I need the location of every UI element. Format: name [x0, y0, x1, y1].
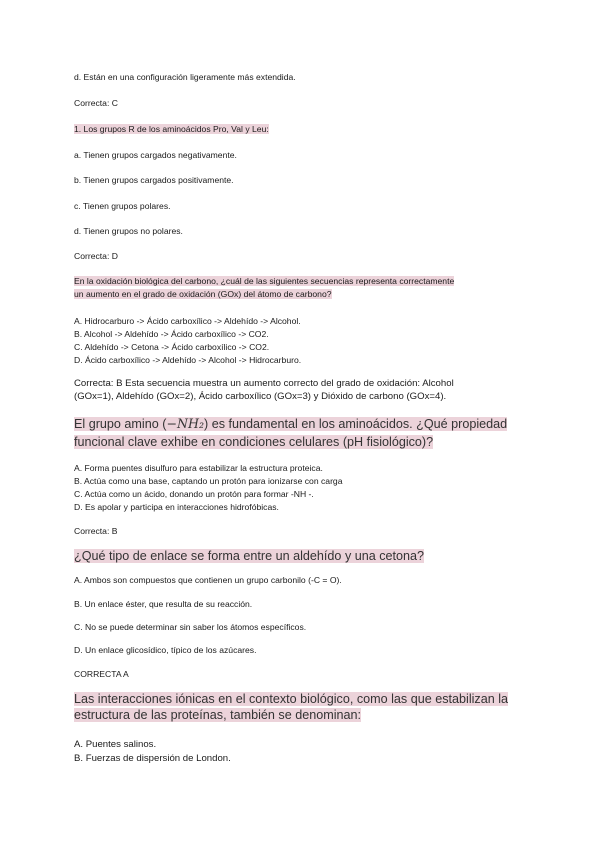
question-1-option-a: a. Tienen grupos cargados negativamente.: [74, 150, 237, 160]
question-5-line-2: estructura de las proteínas, también se denominan:: [74, 708, 362, 722]
question-4: ¿Qué tipo de enlace se forma entre un aldehído y una cetona?: [74, 549, 425, 563]
question-3-answer: Correcta: B: [74, 526, 118, 536]
question-4-option-b: B. Un enlace éster, que resulta de su reacción.: [74, 599, 253, 609]
question-3-line-1: El grupo amino (−NH₂) es fundamental en los aminoácidos. ¿Qué propiedad: [74, 416, 508, 431]
question-1-option-b: b. Tienen grupos cargados positivamente.: [74, 175, 234, 185]
question-1-option-c: c. Tienen grupos polares.: [74, 201, 171, 211]
question-4-answer: CORRECTA A: [74, 669, 129, 679]
amino-group-formula: −NH₂: [166, 416, 205, 431]
question-1-option-d: d. Tienen grupos no polares.: [74, 226, 183, 236]
question-1: [74, 124, 269, 135]
question-2-line-1: En la oxidación biológica del carbono, ¿cuál de las siguientes secuencias representa correctamente: [74, 276, 455, 286]
question-2-option-b: B. Alcohol -> Aldehído -> Ácido carboxílico -> CO2.: [74, 329, 269, 339]
question-3-line-2: funcional clave exhibe en condiciones celulares (pH fisiológico)?: [74, 435, 434, 449]
question-3-option-b: B. Actúa como una base, captando un protón para ionizarse con carga: [74, 476, 343, 486]
question-2-line-2: un aumento en el grado de oxidación (GOx) del átomo de carbono?: [74, 289, 332, 299]
question-3-option-c: C. Actúa como un ácido, donando un protón para formar -NH -.: [74, 489, 314, 499]
question-4-option-d: D. Un enlace glicosídico, típico de los azúcares.: [74, 645, 257, 655]
question-4-option-c: C. No se puede determinar sin saber los átomos específicos.: [74, 622, 307, 632]
question-2-option-a: A. Hidrocarburo -> Ácido carboxílico -> Aldehído -> Alcohol.: [74, 316, 301, 326]
answer-text: Correcta: C: [74, 98, 118, 108]
question-2-option-c: C. Aldehído -> Cetona -> Ácido carboxílico -> CO2.: [74, 342, 270, 352]
question-5-option-b: B. Fuerzas de dispersión de London.: [74, 753, 231, 764]
question-2-option-d: D. Ácido carboxílico -> Aldehído -> Alcohol -> Hidrocarburo.: [74, 355, 302, 365]
option-d-text: d. Están en una configuración ligeramente más extendida.: [74, 72, 296, 82]
question-3-option-a: A. Forma puentes disulfuro para estabilizar la estructura proteica.: [74, 463, 323, 473]
question-5-option-a: A. Puentes salinos.: [74, 739, 157, 750]
question-3-option-d: D. Es apolar y participa en interacciones hidrofóbicas.: [74, 502, 279, 512]
question-2-answer-line-2: (GOx=1), Aldehído (GOx=2), Ácido carboxílico (GOx=3) y Dióxido de carbono (GOx=4).: [74, 391, 447, 402]
question-1-text: 1. Los grupos R de los aminoácidos Pro, Val y Leu:: [74, 124, 269, 134]
question-4-option-a: A. Ambos son compuestos que contienen un grupo carbonilo (-C = O).: [74, 575, 342, 585]
question-1-answer: Correcta: D: [74, 251, 118, 261]
question-5-line-1: Las interacciones iónicas en el contexto biológico, como las que estabilizan la: [74, 692, 509, 706]
question-2-answer-line-1: Correcta: B Esta secuencia muestra un aumento correcto del grado de oxidación: Alcohol: [74, 378, 454, 389]
